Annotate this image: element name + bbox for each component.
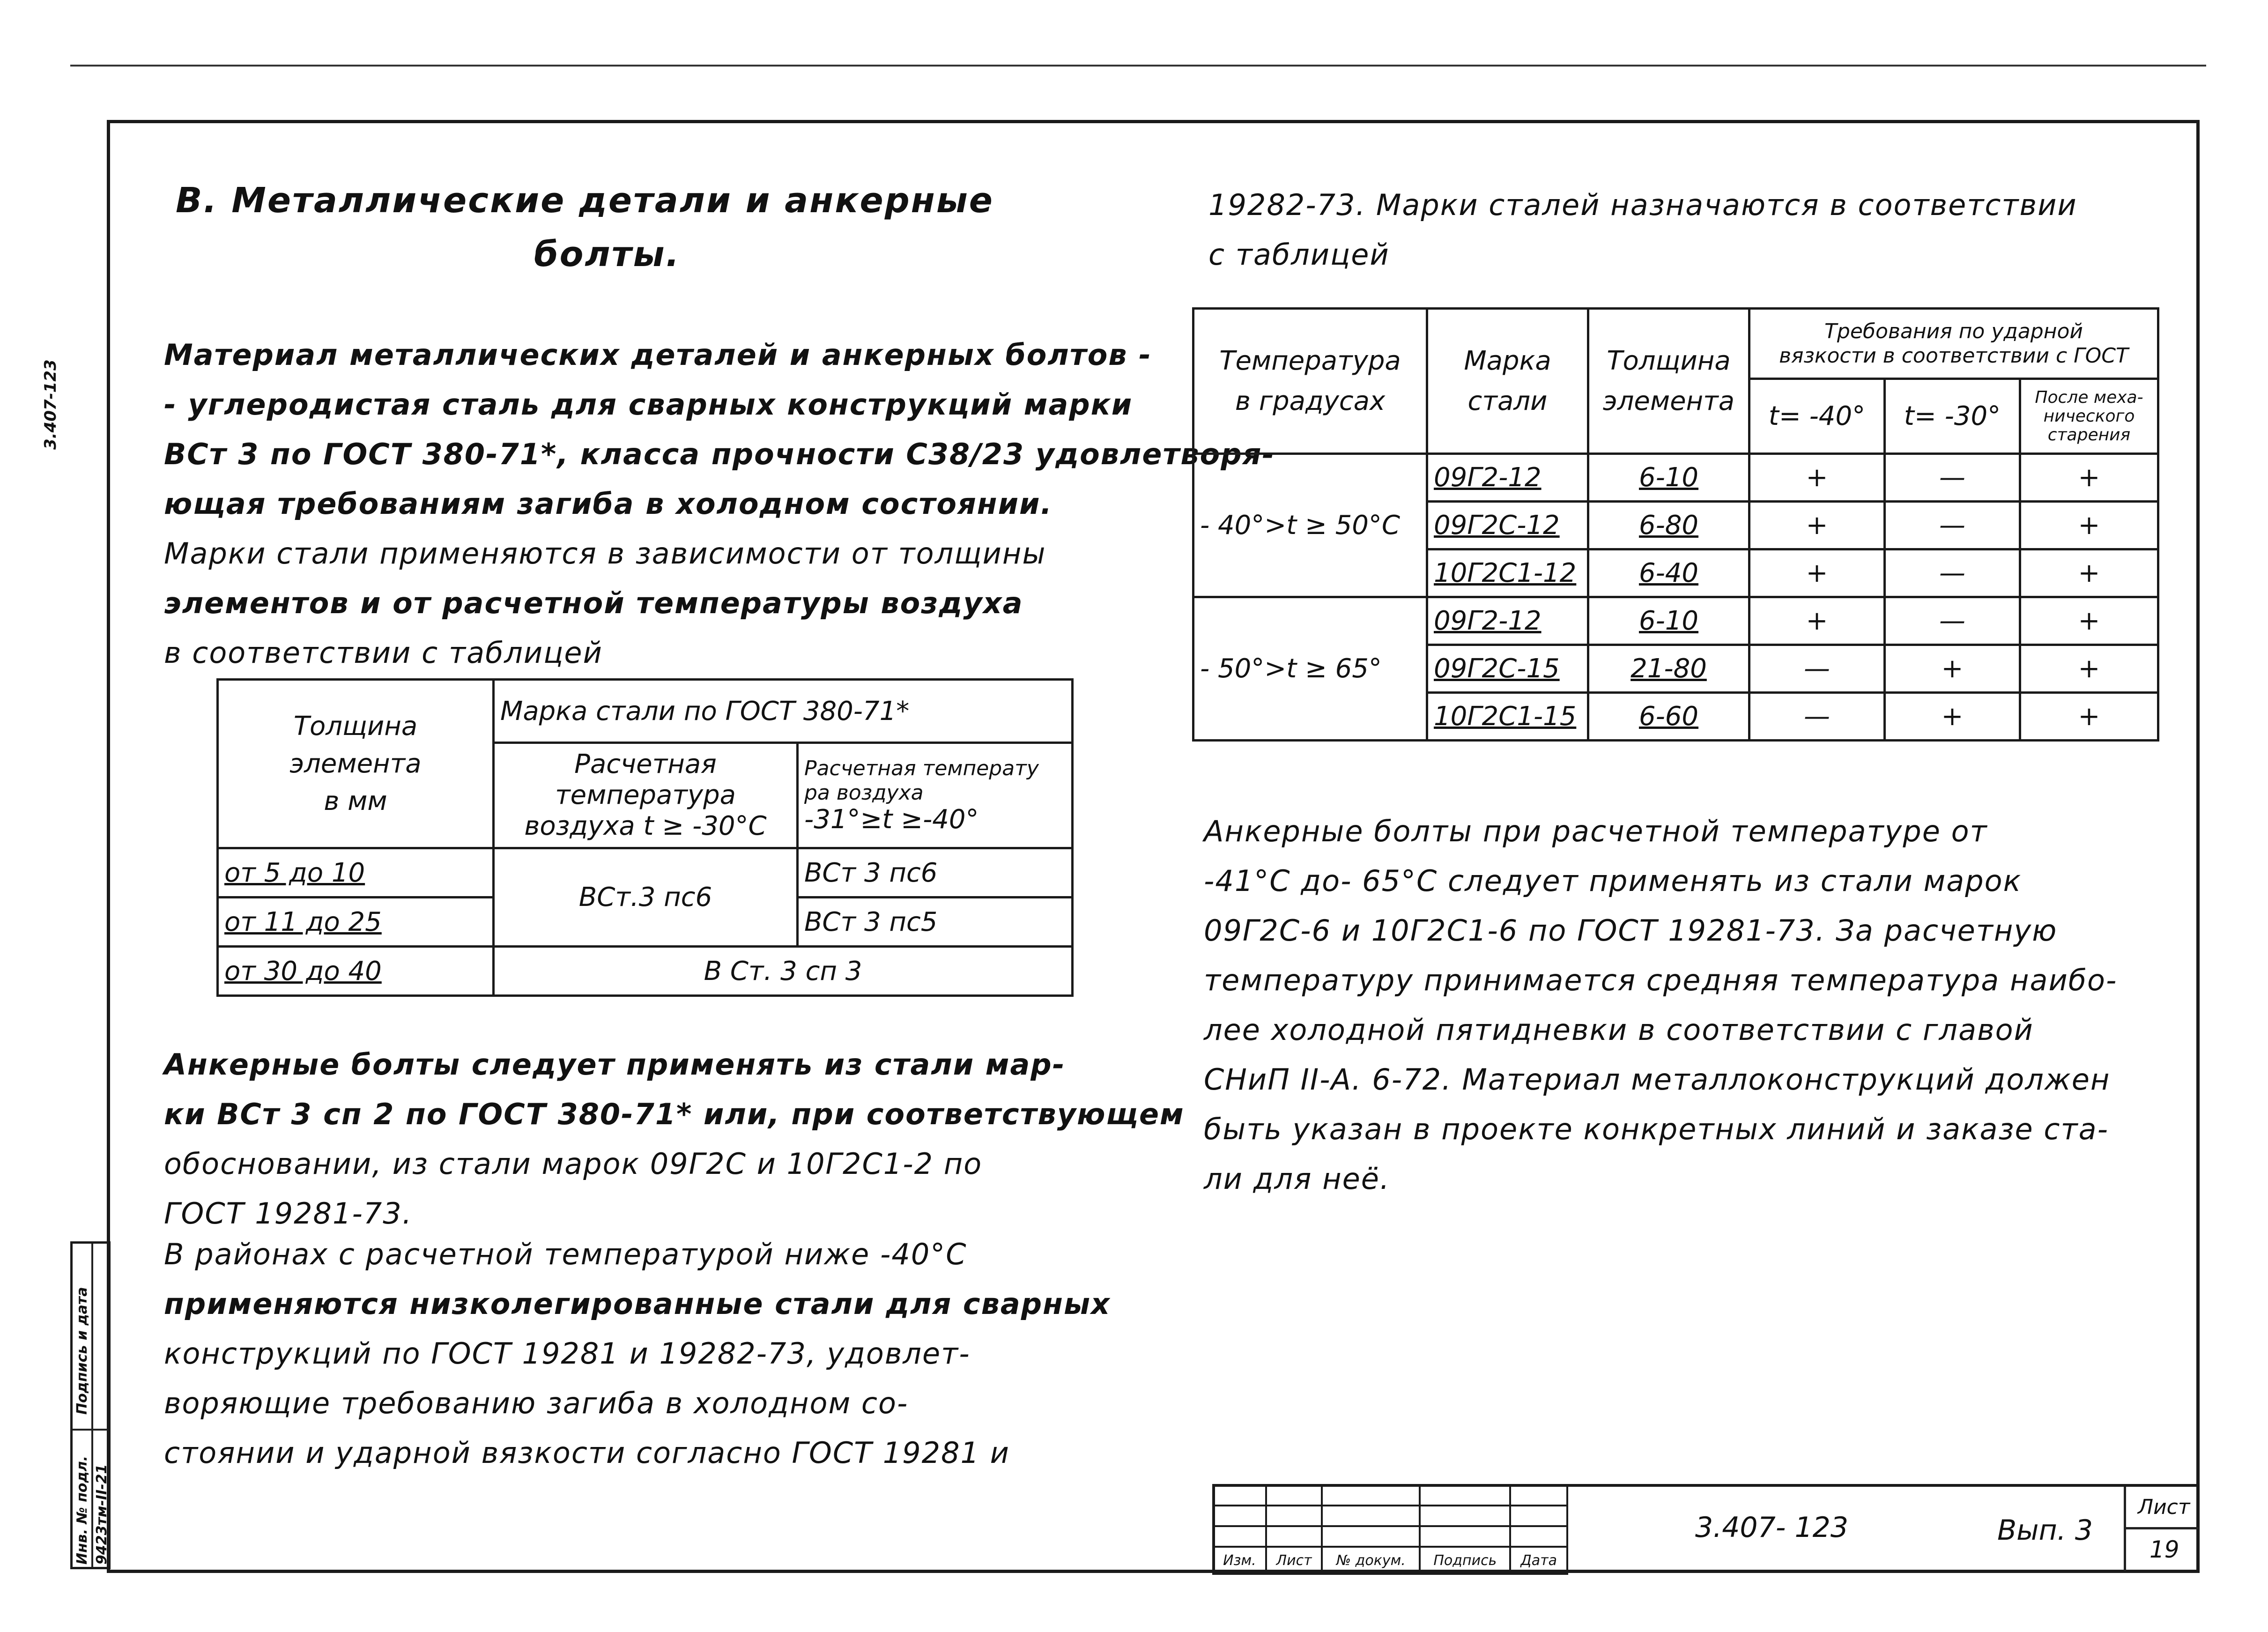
table-cell-mark: + — [2020, 502, 2158, 549]
table-cell-mark: + — [2020, 549, 2158, 597]
text-line: применяются низколегированные стали для сварных — [164, 1287, 1111, 1321]
text-line: ющая требованиям загиба в холодном состоянии. — [164, 487, 1053, 521]
table-cell-mark: + — [1885, 693, 2020, 741]
sheet-number: 19 — [2149, 1536, 2179, 1563]
text-line: СНиП II-А. 6-72. Материал металлоконструкций должен — [1204, 1062, 2111, 1097]
table-cell-grade-merged: В Ст. 3 сп 3 — [494, 947, 1073, 996]
table-cell-mark: + — [1749, 549, 1885, 597]
text-line: -41°С до- 65°С следует применять из стали марок — [1204, 864, 2022, 898]
table-cell-temp-range: - 40°>t ≥ 50°С — [1193, 454, 1427, 597]
table-cell-mark: + — [1749, 597, 1885, 645]
table-cell-thickness: 21-80 — [1588, 645, 1749, 693]
table-cell-temp-range: - 50°>t ≥ 65° — [1193, 597, 1427, 741]
text-line: быть указан в проекте конкретных линий и заказе ста- — [1204, 1112, 2109, 1146]
table-cell-grade: 09Г2-12 — [1427, 454, 1588, 502]
header-steel-grade: Марка стали — [1427, 309, 1588, 454]
text-line: 19282-73. Марки сталей назначаются в соответствии — [1208, 188, 2077, 222]
text-line: Материал металлических деталей и анкерных болтов - — [164, 338, 1152, 372]
right-paragraph-main — [1204, 807, 2117, 1204]
text-line: ки ВСт 3 сп 2 по ГОСТ 380-71* или, при соответствующем — [164, 1097, 1185, 1131]
table-cell-mark: + — [1749, 454, 1885, 502]
text-line: Анкерные болты при расчетной температуре от — [1204, 814, 1988, 848]
sidebar-label-signature: Подпись и дата — [74, 1287, 90, 1415]
header-grade: Марка стали по ГОСТ 380-71* — [494, 680, 1073, 743]
stamp-col-signature: Подпись — [1420, 1547, 1510, 1574]
table-cell-thickness: 6-10 — [1588, 597, 1749, 645]
table-cell-mark: — — [1749, 693, 1885, 741]
text-line: Марки стали применяются в зависимости от толщины — [164, 536, 1046, 571]
header-temperature: Температура в градусах — [1193, 309, 1427, 454]
table-cell-grade: 09Г2С-15 — [1427, 645, 1588, 693]
steel-grade-table — [216, 678, 1074, 997]
table-row-thickness: от 11 до 25 — [218, 898, 494, 947]
impact-toughness-table — [1192, 307, 2159, 742]
left-paragraph-1 — [164, 330, 1275, 678]
document-code: 3.407- 123 — [1695, 1511, 1849, 1544]
table-cell-mark: — — [1885, 454, 2020, 502]
header-requirements: Требования по ударной вязкости в соответствии с ГОСТ — [1749, 309, 2158, 379]
text-line: воряющие требованию загиба в холодном со- — [164, 1386, 909, 1420]
text-line: ли для неё. — [1204, 1162, 1390, 1196]
text-line: обосновании, из стали марок 09Г2С и 10Г2С1-2 по — [164, 1147, 983, 1181]
sheet-label: Лист — [2138, 1495, 2190, 1519]
table-cell-mark: — — [1885, 502, 2020, 549]
text-line: элементов и от расчетной температуры воздуха — [164, 586, 1023, 620]
header-thickness: Толщина элемента — [1588, 309, 1749, 454]
table-cell-mark: + — [1749, 502, 1885, 549]
table-cell-thickness: 6-60 — [1588, 693, 1749, 741]
table-cell-grade: 09Г2С-12 — [1427, 502, 1588, 549]
right-paragraph-top — [1208, 180, 2077, 280]
table-cell-mark: + — [2020, 693, 2158, 741]
table-cell-mark: + — [2020, 454, 2158, 502]
header-after-aging: После меха- нического старения — [2020, 379, 2158, 454]
stamp-col-sheet: Лист — [1266, 1547, 1322, 1574]
header-thickness: Толщина элемента в мм — [218, 680, 494, 848]
title-block — [1212, 1484, 2200, 1573]
header-calc-temp-40: Расчетная температу ра воздуха -31°≥t ≥-40° — [798, 743, 1073, 848]
table-cell-grade: ВСт 3 пс6 — [798, 848, 1073, 898]
stamp-col-change: Изм. — [1213, 1547, 1266, 1574]
table-row-thickness: от 5 до 10 — [218, 848, 494, 898]
section-heading-line1: В. Металлические детали и анкерные — [176, 180, 994, 221]
table-cell-grade: ВСт.3 пс6 — [494, 848, 798, 947]
section-heading-line2: болты. — [534, 234, 681, 274]
table-cell-thickness: 6-40 — [1588, 549, 1749, 597]
table-cell-grade: 10Г2С1-15 — [1427, 693, 1588, 741]
text-line: в соответствии с таблицей — [164, 636, 603, 670]
text-line: - углеродистая сталь для сварных конструкций марки — [164, 387, 1133, 422]
text-line: температуру принимается средняя температура наибо- — [1204, 963, 2118, 997]
stamp-col-date: Дата — [1510, 1547, 1567, 1574]
header-t-30: t= -30° — [1885, 379, 2020, 454]
table-cell-mark: + — [2020, 645, 2158, 693]
text-line: В районах с расчетной температурой ниже -40°С — [164, 1237, 967, 1271]
issue-number: Вып. 3 — [1997, 1514, 2093, 1547]
left-paragraph-2 — [164, 1040, 1185, 1239]
text-line: с таблицей — [1208, 237, 1390, 272]
table-cell-mark: — — [1749, 645, 1885, 693]
text-line: ВСт 3 по ГОСТ 380-71*, класса прочности С38/23 удовлетворя- — [164, 437, 1275, 471]
left-paragraph-3 — [164, 1230, 1111, 1478]
sidebar-top-code: 3.407-123 — [41, 359, 60, 450]
table-cell-grade: 10Г2С1-12 — [1427, 549, 1588, 597]
text-line: лее холодной пятидневки в соответствии с главой — [1204, 1013, 2034, 1047]
table-row-thickness: от 30 до 40 — [218, 947, 494, 996]
table-cell-mark: — — [1885, 549, 2020, 597]
sidebar-label-inv: Инв. № подл. — [74, 1455, 90, 1565]
table-cell-mark: — — [1885, 597, 2020, 645]
text-line: Анкерные болты следует применять из стали мар- — [164, 1047, 1066, 1082]
text-line: 09Г2С-6 и 10Г2С1-6 по ГОСТ 19281-73. За расчетную — [1204, 913, 2058, 948]
table-cell-mark: + — [2020, 597, 2158, 645]
revision-grid — [1212, 1484, 1568, 1575]
header-calc-temp-30: Расчетная температура воздуха t ≥ -30°С — [494, 743, 798, 848]
text-line: конструкций по ГОСТ 19281 и 19282-73, удовлет- — [164, 1336, 971, 1371]
stamp-col-doc: № докум. — [1322, 1547, 1420, 1574]
table-cell-thickness: 6-80 — [1588, 502, 1749, 549]
text-line: стоянии и ударной вязкости согласно ГОСТ 19281 и — [164, 1436, 1010, 1470]
table-cell-thickness: 6-10 — [1588, 454, 1749, 502]
header-t-40: t= -40° — [1749, 379, 1885, 454]
top-border-line — [70, 65, 2206, 67]
text-line: ГОСТ 19281-73. — [164, 1196, 413, 1231]
table-cell-grade: ВСт 3 пс5 — [798, 898, 1073, 947]
sidebar-inv-no: 9423тм-II-21 — [94, 1464, 110, 1565]
table-cell-mark: + — [1885, 645, 2020, 693]
table-cell-grade: 09Г2-12 — [1427, 597, 1588, 645]
